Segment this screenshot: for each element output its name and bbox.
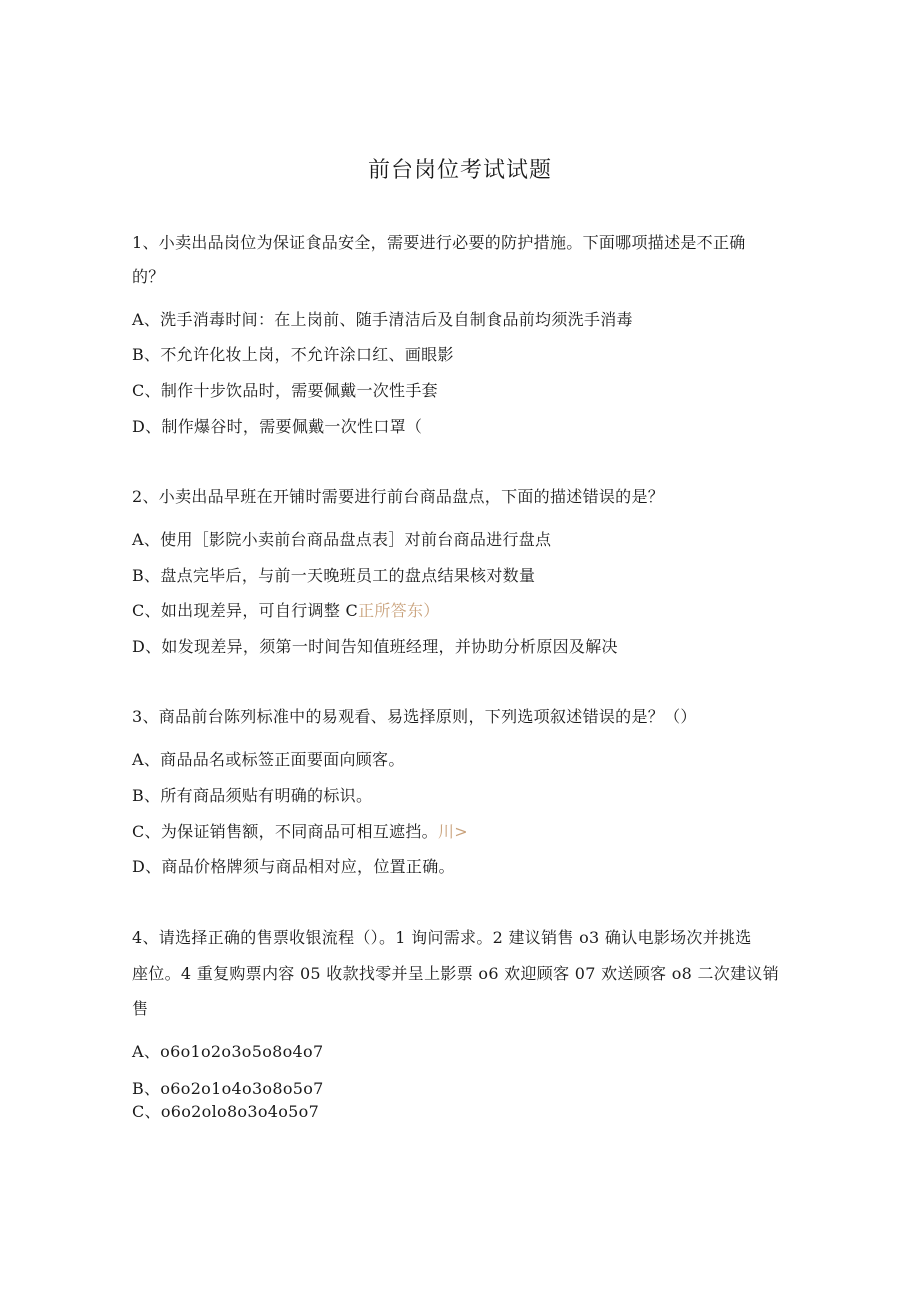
q2-stem-line-1: 2、小卖出品早班在开铺时需要进行前台商品盘点，下面的描述错误的是？ — [132, 487, 665, 506]
q2-option-d: D、如发现差异，须第一时间告知值班经理，并协助分析原因及解决 — [132, 637, 618, 656]
q4-option-b: B、o6o2o1o4o3o8o5o7 — [132, 1079, 324, 1098]
q1-stem-line-1: 1、小卖出品岗位为保证食品安全，需要进行必要的防护措施。下面哪项描述是不正确 — [132, 233, 746, 252]
q3-option-b: B、所有商品须贴有明确的标识。 — [132, 786, 373, 805]
q3-option-d: D、商品价格牌须与商品相对应，位置正确。 — [132, 857, 455, 876]
q1-option-b: B、不允许化妆上岗，不允许涂口红、画眼影 — [132, 345, 454, 364]
q3-option-c — [132, 821, 468, 843]
q3-option-c-text: C、为保证销售额，不同商品可相互遮挡。 — [132, 822, 438, 841]
q2-option-c-faded-text: 正所答东） — [358, 601, 440, 620]
q1-option-c: C、制作十步饮品时，需要佩戴一次性手套 — [132, 381, 438, 400]
q2-option-b: B、盘点完毕后，与前一天晚班员工的盘点结果核对数量 — [132, 566, 536, 585]
q4-stem-line-2: 座位。4 重复购票内容 05 收款找零并呈上影票 o6 欢迎顾客 07 欢送顾客 o8 二次建议销 — [132, 964, 779, 983]
q3-stem-line-1: 3、商品前台陈列标准中的易观看、易选择原则，下列选项叙述错误的是？（） — [132, 707, 697, 726]
q1-option-d: D、制作爆谷时，需要佩戴一次性口罩（ — [132, 417, 423, 436]
q2-option-a: A、使用［影院小卖前台商品盘点表］对前台商品进行盘点 — [132, 530, 552, 549]
q3-option-c-faded-text: 川> — [437, 822, 468, 841]
q4-stem-line-3: 售 — [132, 999, 149, 1018]
q2-option-c-text: C、如出现差异，可自行调整 C — [132, 601, 359, 620]
q4-option-c: C、o6o2olo8o3o4o5o7 — [132, 1102, 320, 1121]
q4-stem-line-1: 4、请选择正确的售票收银流程（）。1 询问需求。2 建议销售 o3 确认电影场次并挑选 — [132, 928, 752, 947]
q3-option-a: A、商品品名或标签正面要面向顾客。 — [132, 750, 405, 769]
page-title: 前台岗位考试试题 — [367, 158, 552, 183]
q2-option-c — [132, 600, 440, 622]
q1-option-a: A、洗手消毒时间：在上岗前、随手清洁后及自制食品前均须洗手消毒 — [132, 310, 633, 329]
q1-stem-line-2: 的？ — [132, 267, 165, 286]
q4-option-a: A、o6o1o2o3o5o8o4o7 — [132, 1042, 324, 1061]
